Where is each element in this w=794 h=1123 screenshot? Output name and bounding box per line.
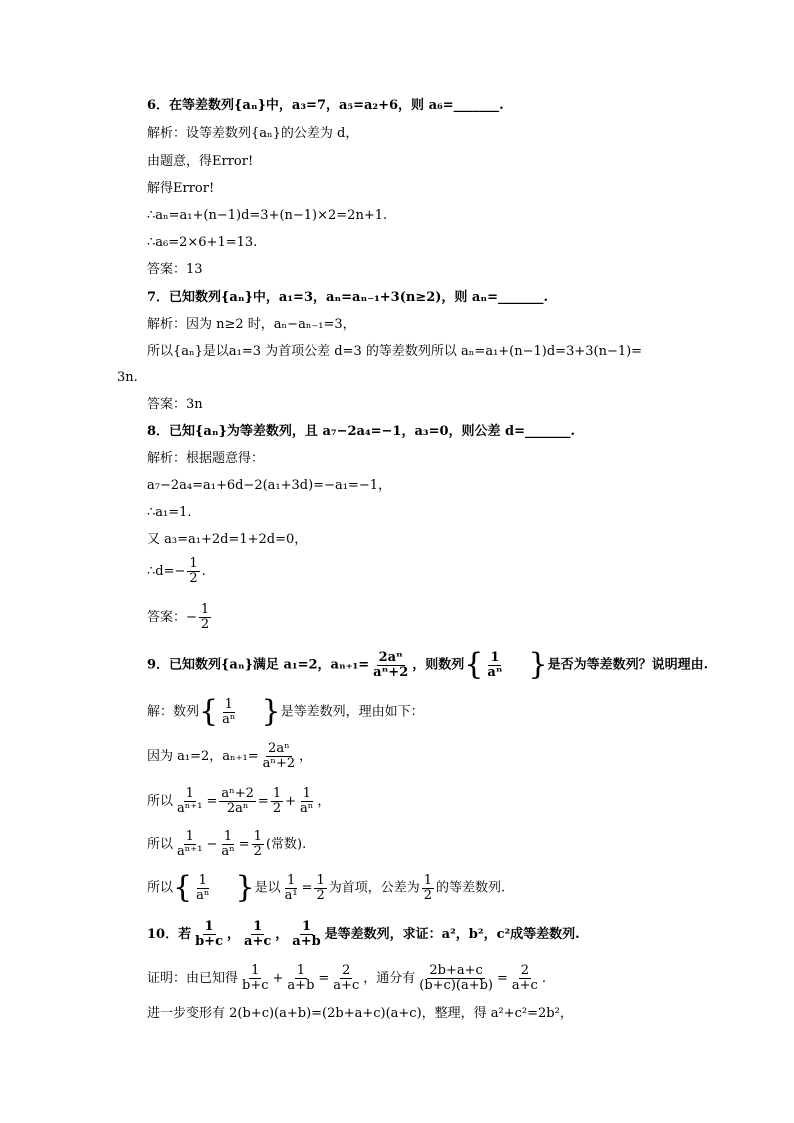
fraction-numerator: 1 <box>251 963 260 978</box>
fraction-numerator: 1 <box>185 829 194 844</box>
q7-line-1-cont: 3n. <box>117 370 138 385</box>
q9-line-3-pre: 所以 <box>147 837 174 852</box>
answer-fraction <box>199 603 211 632</box>
brace-open: { <box>464 647 484 682</box>
half-fraction <box>422 874 434 903</box>
q9-line-1-pre: 因为 a₁=2，aₙ₊₁= <box>147 749 259 764</box>
fraction-numerator: 1 <box>490 649 500 665</box>
plus-sign: + <box>285 794 297 809</box>
fraction-numerator: 1 <box>198 872 207 888</box>
half-fraction <box>187 557 199 586</box>
q8-answer <box>147 603 213 632</box>
fraction-numerator: 1 <box>223 829 233 844</box>
fraction-numerator: 2 <box>342 963 351 978</box>
equals-sign: = <box>206 794 218 809</box>
q9-line-4-mid: 是以 <box>254 880 281 896</box>
equals-sign: = <box>318 971 330 986</box>
set-fraction <box>220 698 237 727</box>
fraction-denominator: a+c <box>333 978 360 993</box>
q6-solution-label: 解析：设等差数列{aₙ}的公差为 d， <box>147 126 359 141</box>
fraction-denominator: 2 <box>272 801 282 816</box>
q8-line-4-pre: ∴d=− <box>147 564 186 579</box>
fraction-denominator: aⁿ+2 <box>262 756 296 771</box>
fraction-numerator: 1 <box>253 919 263 934</box>
fraction-numerator: 1 <box>301 919 311 934</box>
recurrence-fraction <box>261 742 298 771</box>
q9-question-mid: ，则数列 <box>412 657 465 673</box>
fraction-numerator: 2aⁿ <box>268 741 290 756</box>
q6-line-2: 解得Error! <box>147 181 215 196</box>
fraction-denominator: a+c <box>511 978 538 993</box>
q7-solution-label: 解析：因为 n≥2 时，aₙ−aₙ₋₁=3， <box>147 317 356 332</box>
fraction-denominator: 2 <box>423 887 433 903</box>
reciprocal-fraction <box>175 787 204 816</box>
equals-sign: = <box>238 837 250 852</box>
brace-open: { <box>173 870 193 905</box>
brace-close: } <box>528 647 548 682</box>
minus-sign: − <box>206 837 218 852</box>
fraction-numerator: 2b+a+c <box>429 963 483 978</box>
q7-question: 7．已知数列{aₙ}中，a₁=3，aₙ=aₙ₋₁+3(n≥2)，则 aₙ=_______. <box>147 290 549 305</box>
half-fraction <box>314 874 326 903</box>
q9-line-2-end: ， <box>317 794 331 809</box>
q9-line-3 <box>147 830 306 859</box>
fraction-denominator: b+c <box>242 978 269 993</box>
term-fraction <box>240 964 271 993</box>
fraction-numerator: aⁿ+2 <box>221 786 254 801</box>
q9-solution-pre: 解：数列 <box>147 704 200 720</box>
q10-proof-pre: 证明：由已知得 <box>147 971 239 986</box>
fraction-denominator: aⁿ+2 <box>373 664 409 680</box>
q8-solution-label: 解析：根据题意得： <box>147 451 265 466</box>
reciprocal-fraction <box>175 830 204 859</box>
q6-line-3: ∴aₙ=a₁+(n−1)d=3+(n−1)×2=2n+1. <box>147 208 388 223</box>
fraction-numerator: 2 <box>520 963 530 978</box>
fraction-denominator: aⁿ <box>222 711 236 727</box>
q10-question-post: 是等差数列，求证：a²，b²，c²成等差数列. <box>324 927 580 942</box>
fraction-denominator: 2 <box>200 617 210 632</box>
comma: ， <box>227 927 241 942</box>
set-fraction <box>485 651 504 680</box>
q10-question-pre: 10．若 <box>147 927 192 942</box>
fraction-numerator: 1 <box>423 872 433 888</box>
fraction-numerator: 1 <box>272 786 282 801</box>
q6-answer: 答案：13 <box>147 262 203 277</box>
expanded-fraction <box>219 787 256 816</box>
fraction-denominator: aⁿ <box>300 801 314 816</box>
q8-question: 8．已知{aₙ}为等差数列，且 a₇−2a₄=−1，a₃=0，则公差 d=_______. <box>147 424 576 439</box>
term-fraction <box>285 964 316 993</box>
q6-line-1: 由题意，得Error! <box>147 154 254 169</box>
q9-question-post: 是否为等差数列？说明理由. <box>547 657 709 673</box>
brace-close: } <box>235 870 255 905</box>
q8-answer-pre: 答案：− <box>147 610 197 625</box>
brace-open: { <box>199 694 219 729</box>
half-fraction <box>271 787 283 816</box>
fraction-numerator: 2aⁿ <box>378 649 403 665</box>
q9-line-4-pre: 所以 <box>147 880 174 896</box>
fraction-denominator: aⁿ⁺¹ <box>177 801 203 816</box>
combined-fraction <box>417 964 495 993</box>
fraction-numerator: 1 <box>296 963 306 978</box>
q10-proof-end: . <box>541 971 546 986</box>
fraction-denominator: a¹ <box>284 887 298 903</box>
fraction-denominator: 2 <box>189 571 198 586</box>
q9-line-4-first: 为首项，公差为 <box>328 880 420 896</box>
term-fraction <box>193 920 225 949</box>
fraction-numerator: 1 <box>200 602 210 617</box>
recurrence-fraction <box>371 651 410 680</box>
set-fraction <box>194 874 211 903</box>
inverse-fraction <box>298 787 315 816</box>
q9-line-1 <box>147 742 312 771</box>
fraction-denominator: (b+c)(a+b) <box>419 978 493 993</box>
equals-sign: = <box>497 971 508 986</box>
q9-line-2-pre: 所以 <box>147 794 174 809</box>
q9-question <box>147 647 709 682</box>
plus-sign: + <box>272 971 284 986</box>
term-fraction <box>510 964 540 993</box>
q8-line-1: a₇−2a₄=a₁+6d−2(a₁+3d)=−a₁=−1， <box>147 478 391 493</box>
brace-close: } <box>261 694 281 729</box>
equals-sign: = <box>257 794 269 809</box>
fraction-denominator: 2 <box>253 844 262 859</box>
first-term-fraction <box>283 874 300 903</box>
q9-question-pre: 9．已知数列{aₙ}满足 a₁=2，aₙ₊₁= <box>147 657 370 673</box>
q8-line-3: 又 a₃=a₁+2d=1+2d=0， <box>147 532 308 547</box>
q9-line-4 <box>147 870 506 905</box>
term-fraction <box>290 920 322 949</box>
q10-question <box>147 920 580 949</box>
fraction-denominator: a+b <box>287 978 315 993</box>
term-fraction <box>242 920 273 949</box>
fraction-numerator: 1 <box>286 872 296 888</box>
q7-line-1: 所以{aₙ}是以a₁=3 为首项公差 d=3 的等差数列所以 aₙ=a₁+(n−1)d=3+3(n−1)= <box>147 344 643 359</box>
fraction-numerator: 1 <box>253 829 262 844</box>
fraction-denominator: a+b <box>292 934 321 949</box>
q9-line-2 <box>147 787 330 816</box>
q6-question: 6．在等差数列{aₙ}中，a₃=7，a₅=a₂+6，则 a₆=_______. <box>147 98 504 113</box>
fraction-denominator: aⁿ <box>196 887 210 903</box>
fraction-denominator: b+c <box>195 934 223 949</box>
q10-proof <box>147 964 546 993</box>
q9-solution-post: 是等差数列，理由如下： <box>280 704 424 720</box>
fraction-denominator: aⁿ <box>221 844 235 859</box>
fraction-numerator: 1 <box>189 556 198 571</box>
q9-line-4-end: 的等差数列. <box>436 880 506 896</box>
fraction-denominator: a+c <box>244 934 272 949</box>
q6-line-4: ∴a₆=2×6+1=13. <box>147 235 258 250</box>
q10-proof-mid: ，通分有 <box>363 971 416 986</box>
fraction-denominator: aⁿ <box>487 664 503 680</box>
q9-line-3-end: (常数). <box>265 837 307 852</box>
q8-line-4-post: . <box>201 564 206 579</box>
term-fraction <box>331 964 361 993</box>
fraction-numerator: 1 <box>302 786 311 801</box>
fraction-numerator: 1 <box>316 872 325 888</box>
q9-line-1-post: ， <box>299 749 313 764</box>
q8-line-2: ∴a₁=1. <box>147 505 192 520</box>
inverse-fraction <box>219 830 236 859</box>
half-fraction <box>252 830 264 859</box>
q7-answer: 答案：3n <box>147 397 203 412</box>
fraction-denominator: 2 <box>316 887 325 903</box>
q10-last-line: 进一步变形有 2(b+c)(a+b)=(2b+a+c)(a+c)，整理，得 a²+c²=2b²， <box>147 1006 573 1021</box>
fraction-numerator: 1 <box>224 696 233 712</box>
comma: ， <box>275 927 289 942</box>
fraction-denominator: aⁿ⁺¹ <box>177 844 203 859</box>
fraction-numerator: 1 <box>185 786 194 801</box>
q8-line-4 <box>147 557 206 586</box>
fraction-denominator: 2aⁿ <box>226 801 249 816</box>
q9-solution <box>147 694 424 729</box>
equals-sign: = <box>301 880 313 896</box>
fraction-numerator: 1 <box>204 919 214 934</box>
